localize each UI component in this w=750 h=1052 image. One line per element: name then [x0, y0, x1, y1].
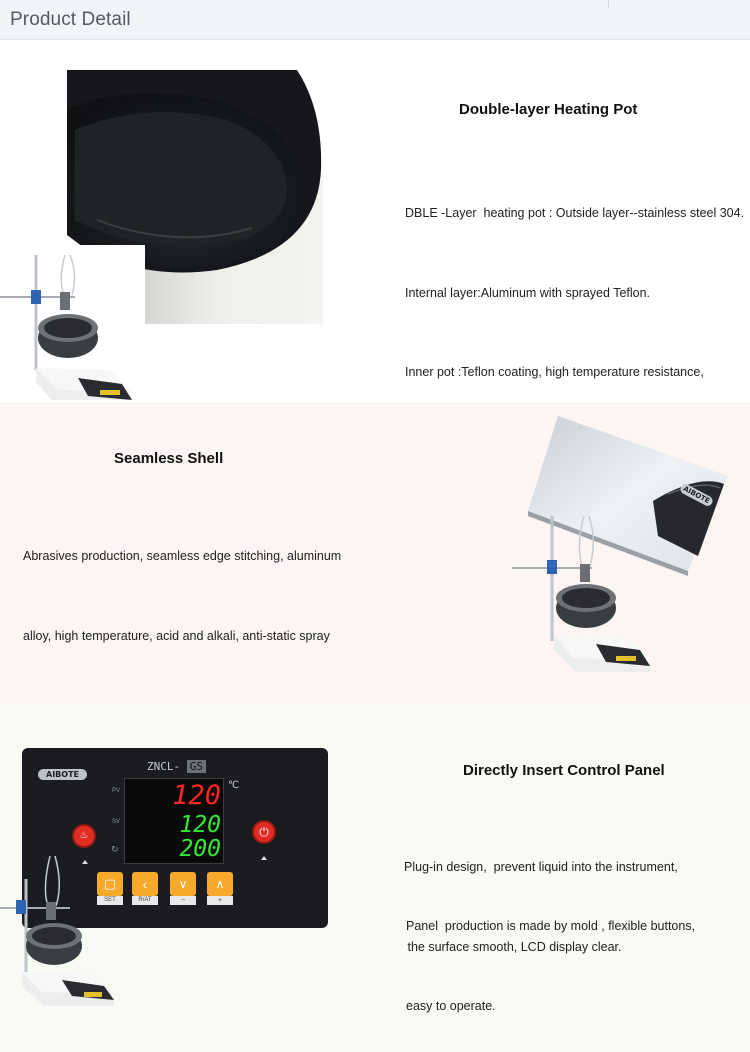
power-icon: ⏻ — [259, 825, 269, 839]
plus-button-label: + — [207, 896, 233, 905]
description-line: the surface smooth, LCD display clear. — [404, 939, 622, 954]
page-title: Product Detail — [10, 9, 131, 30]
control-panel-description-b — [406, 860, 695, 1052]
section-heating-pot — [0, 40, 750, 402]
temperature-unit: ℃ — [228, 780, 240, 791]
description-line: Panel production is made by mold , flexible buttons, — [406, 919, 696, 933]
panel-model-name: ZNCL- — [147, 760, 181, 773]
chevron-up-icon: ∧ — [215, 877, 225, 891]
panel-brand-badge: AIBOTE — [38, 769, 87, 780]
sv-value: 120 — [179, 812, 221, 838]
description-line: Plug-in design, prevent liquid into the instrument, — [404, 860, 678, 874]
shift-button[interactable] — [132, 872, 158, 896]
cycle-icon: ↻ — [111, 844, 119, 854]
description-line: alloy, high temperature, acid and alkali, anti-static spray — [23, 628, 330, 643]
page-header — [0, 0, 750, 40]
section-title-control-panel: Directly Insert Control Panel — [463, 762, 665, 779]
power-button[interactable] — [252, 820, 276, 844]
heating-device-thumbnail — [512, 516, 662, 676]
heating-device-thumbnail — [0, 844, 130, 1009]
description-line: DBLE -Layer heating pot : Outside layer--stainless steel 304. — [405, 206, 745, 220]
section-control-panel — [0, 704, 750, 1052]
third-value: 200 — [179, 836, 221, 862]
heating-device-thumbnail — [0, 250, 140, 400]
sv-label: SV — [112, 819, 121, 825]
rat-button-label: R/AT — [132, 896, 158, 905]
section-title-heating-pot: Double-layer Heating Pot — [459, 101, 638, 118]
heat-icon: ♨ — [79, 830, 89, 841]
lcd-display — [124, 778, 224, 864]
description-line: easy to operate. — [406, 998, 496, 1013]
section-title-seamless-shell: Seamless Shell — [114, 450, 224, 467]
chevron-left-icon: ‹ — [142, 876, 148, 892]
chevron-down-icon: ∨ — [178, 877, 188, 891]
decrease-button[interactable] — [170, 872, 196, 896]
description-line: Internal layer:Aluminum with sprayed Teflon. — [405, 285, 651, 300]
description-line: Inner pot :Teflon coating, high temperature resistance, — [405, 365, 704, 379]
set-button-label: SET — [97, 896, 123, 905]
menu-icon: ▢ — [103, 876, 117, 891]
description-line: Abrasives production, seamless edge stitching, aluminum — [23, 549, 342, 563]
shell-brand-badge: AIBOTE — [679, 482, 714, 507]
panel-model-suffix: GS — [187, 760, 206, 773]
indicator-icon — [261, 856, 267, 860]
minus-button-label: − — [170, 896, 196, 905]
panel-model-label — [147, 760, 206, 773]
section-seamless-shell — [0, 402, 750, 704]
pv-label: PV — [112, 788, 121, 794]
pv-value: 120 — [172, 780, 221, 811]
header-divider — [608, 0, 609, 8]
increase-button[interactable] — [207, 872, 233, 896]
